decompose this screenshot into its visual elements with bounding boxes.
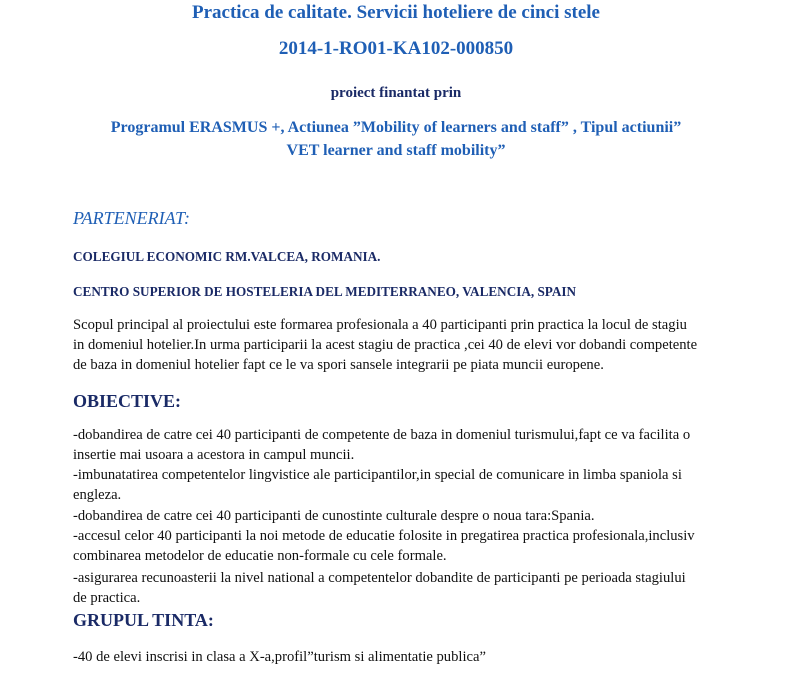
objective-line: -asigurarea recunoasterii la nivel national a competentelor dobandite de participanti pe perioada stagiului [73,570,686,586]
objective-line: -dobandirea de catre cei 40 participanti de cunostinte culturale despre o noua tara:Spania. [73,508,595,524]
funded-by-label: proiect finantat prin [330,85,462,101]
objective-line: -dobandirea de catre cei 40 participanti de competente de baza in domeniul turismului,fapt ce va facilita o [73,427,691,443]
objective-line: -imbunatatirea competentelor lingvistice ale participantilor,in special de comunicare in limba spaniola si [73,467,682,483]
document-title: Practica de calitate. Servicii hoteliere de cinci stele [192,2,600,23]
partner-item: CENTRO SUPERIOR DE HOSTELERIA DEL MEDITERRANEO, VALENCIA, SPAIN [73,284,577,299]
objective-line: de practica. [73,590,141,606]
objectives-heading: OBIECTIVE: [73,391,182,411]
target-group-line: -40 de elevi inscrisi in clasa a X-a,profil”turism si alimentatie publica” [73,649,486,665]
objective-line: combinarea metodelor de educatie non-formale cu cele formale. [73,548,447,564]
intro-line: Scopul principal al proiectului este formarea profesionala a 40 participanti prin practica la locul de stagiu [73,317,687,333]
intro-line: de baza in domeniul hotelier fapt ce le va spori sansele integrarii pe piata muncii europene. [73,357,604,373]
program-line-1: Programul ERASMUS +, Actiunea ”Mobility of learners and staff” , Tipul actiunii” [110,119,682,136]
objective-line: -accesul celor 40 participanti la noi metode de educatie folosite in pregatirea practica profesionala,inclusiv [73,528,695,544]
program-line-2: VET learner and staff mobility” [286,142,506,159]
objective-line: engleza. [73,487,122,503]
partnership-heading: PARTENERIAT: [73,208,190,228]
target-group-heading: GRUPUL TINTA: [73,610,214,630]
project-code: 2014-1-RO01-KA102-000850 [278,38,514,59]
objective-line: insertie mai usoara a acestora in campul muncii. [73,447,355,463]
partner-item: COLEGIUL ECONOMIC RM.VALCEA, ROMANIA. [73,249,381,264]
intro-line: in domeniul hotelier.In urma participarii la acest stagiu de practica ,cei 40 de elevi vor dobandi competente [73,337,698,353]
